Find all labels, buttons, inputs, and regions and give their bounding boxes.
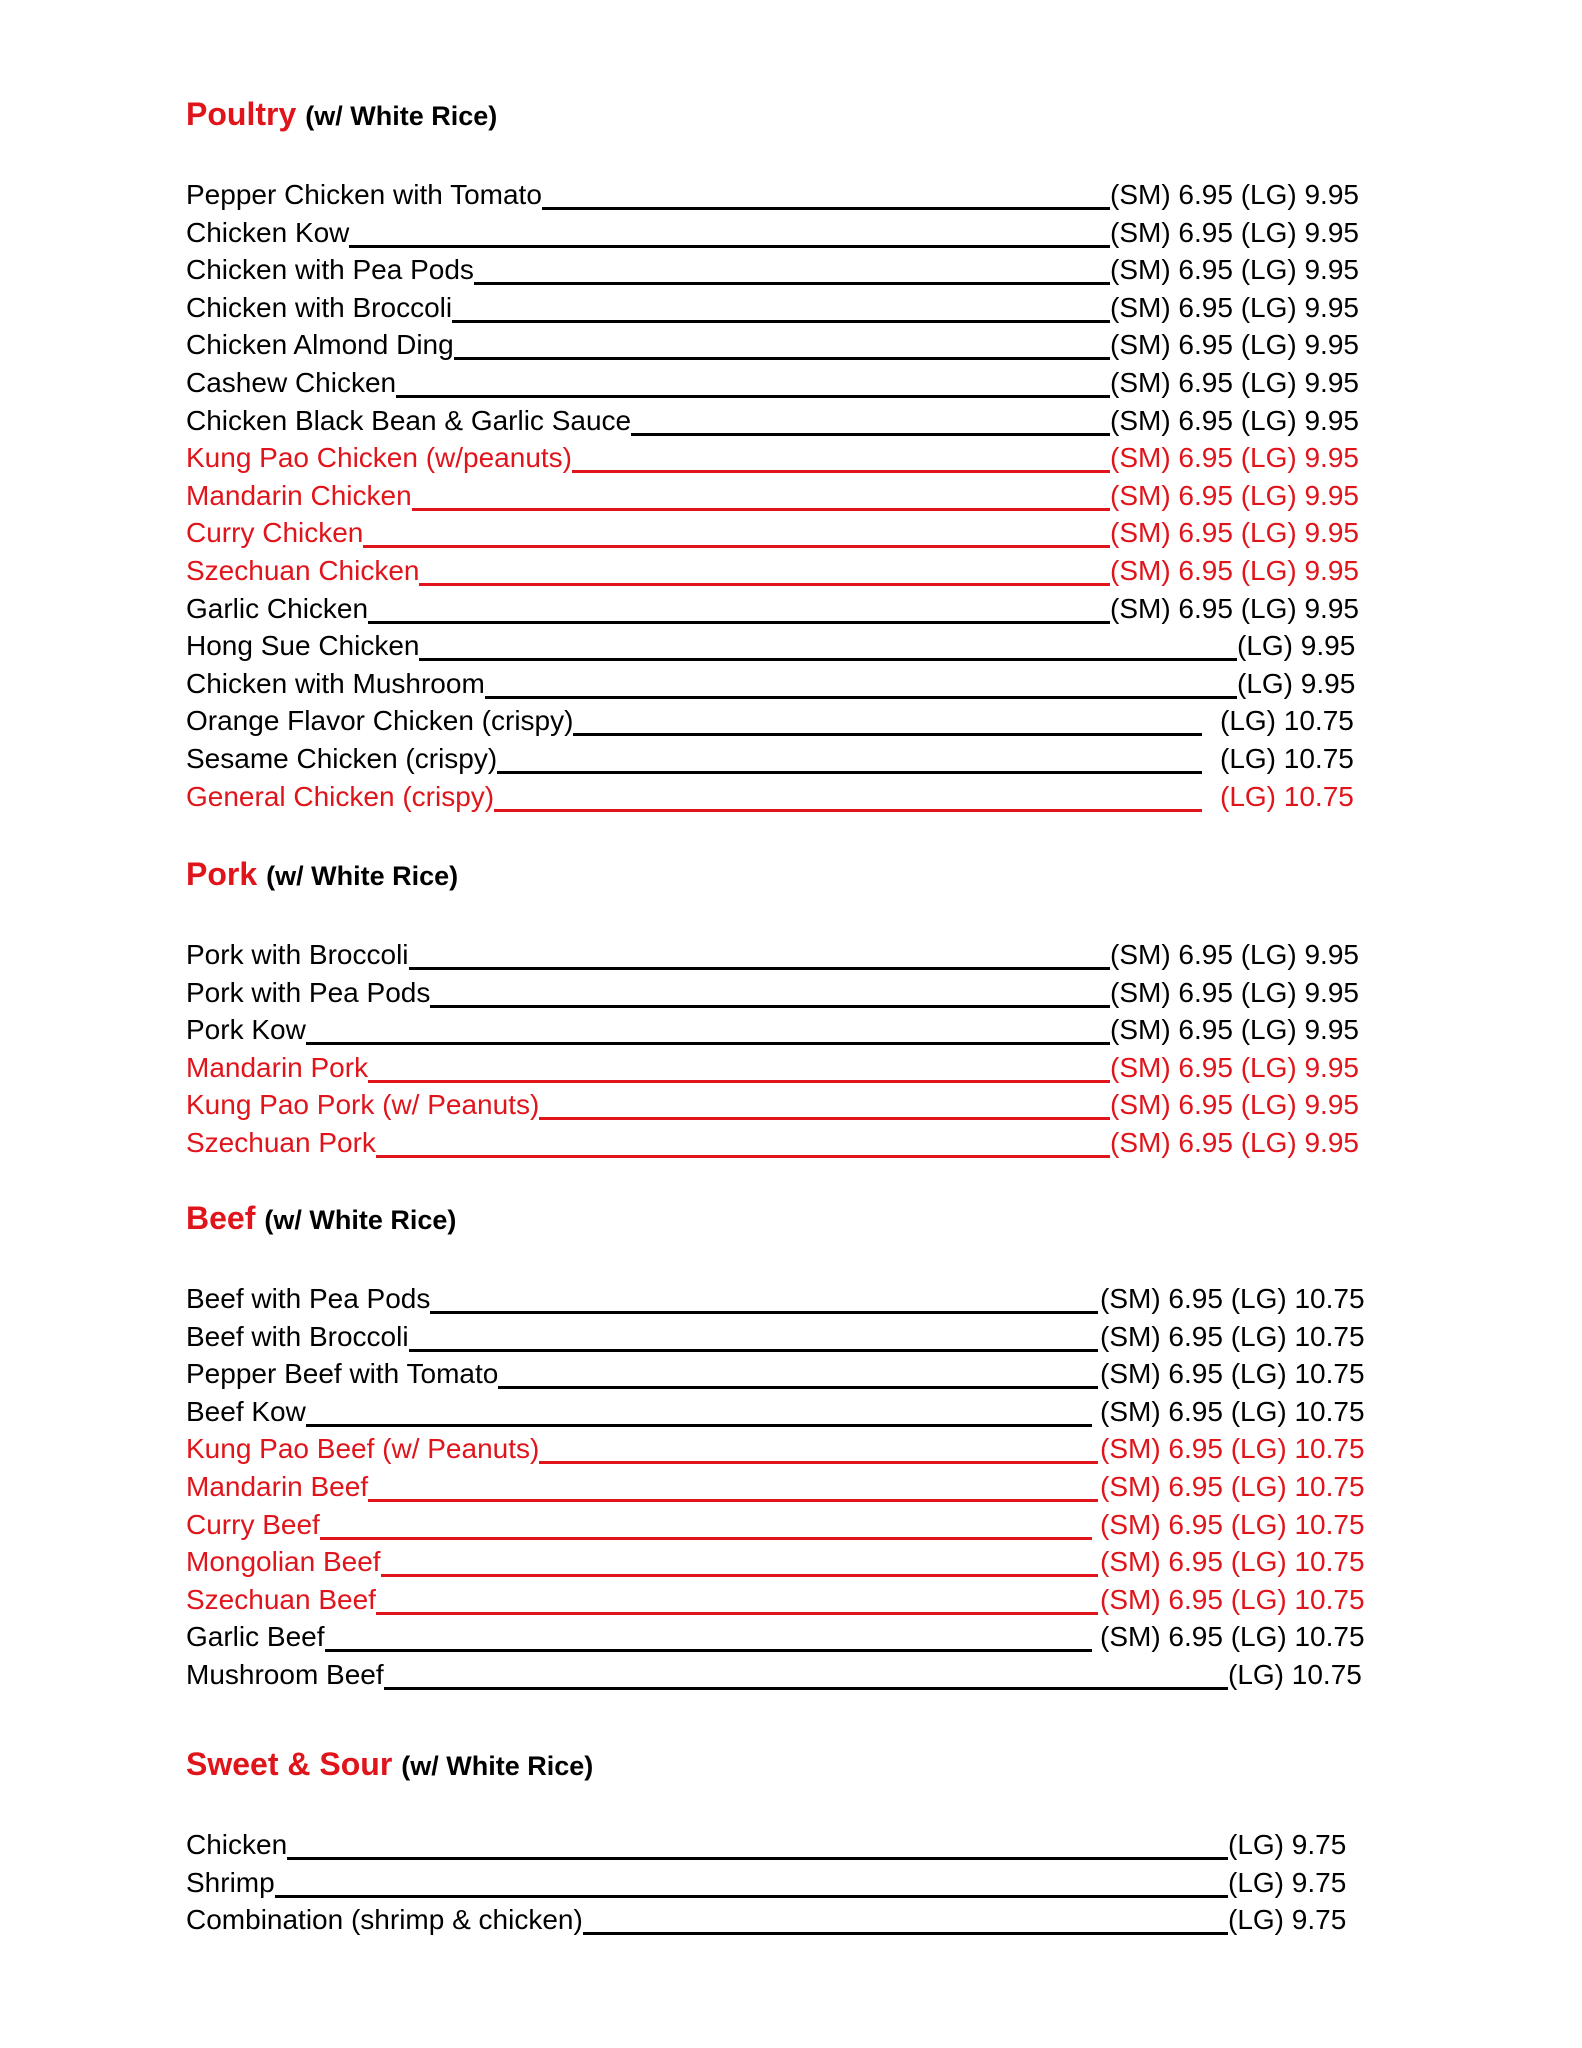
item-name: Garlic Chicken: [186, 590, 368, 628]
item-price: (LG) 9.95: [1237, 627, 1355, 665]
item-name: Beef with Pea Pods: [186, 1280, 430, 1318]
menu-item-poultry-pepper-chicken-with-tomato: [186, 176, 1370, 214]
menu-item-poultry-chicken-with-broccoli: [186, 289, 1370, 327]
item-name: Kung Pao Chicken (w/peanuts): [186, 439, 572, 477]
item-price: (LG) 10.75: [1220, 778, 1354, 816]
item-name: Chicken with Broccoli: [186, 289, 452, 327]
menu-item-pork-pork-kow: [186, 1011, 1370, 1049]
menu-item-sweet-and-sour-chicken: [186, 1826, 1370, 1864]
item-name: Szechuan Pork: [186, 1124, 376, 1162]
item-price: (LG) 9.75: [1228, 1901, 1346, 1939]
item-name: Pork with Broccoli: [186, 936, 409, 974]
menu-item-poultry-cashew-chicken: [186, 364, 1370, 402]
item-name: Chicken with Mushroom: [186, 665, 485, 703]
menu-item-poultry-chicken-kow: [186, 214, 1370, 252]
item-name: Orange Flavor Chicken (crispy): [186, 702, 573, 740]
menu-item-beef-mushroom-beef: [186, 1656, 1370, 1694]
leader-line: [186, 1042, 1110, 1045]
item-price: (SM) 6.95 (LG) 9.95: [1110, 402, 1359, 440]
menu-item-sweet-and-sour-combination-shrimp-and-chicken: [186, 1901, 1370, 1939]
leader-line: [186, 1424, 1092, 1427]
menu-item-pork-pork-with-broccoli: [186, 936, 1370, 974]
item-price: (LG) 10.75: [1220, 702, 1354, 740]
menu-item-beef-curry-beef: [186, 1506, 1370, 1544]
item-name: Pepper Chicken with Tomato: [186, 176, 542, 214]
menu-item-beef-beef-with-pea-pods: [186, 1280, 1370, 1318]
item-name: Mandarin Beef: [186, 1468, 368, 1506]
menu-item-beef-mandarin-beef: [186, 1468, 1370, 1506]
menu-item-poultry-chicken-black-bean-and-garlic-sauce: [186, 402, 1370, 440]
item-price: (LG) 9.75: [1228, 1864, 1346, 1902]
item-price: (SM) 6.95 (LG) 10.75: [1100, 1543, 1365, 1581]
item-name: Mandarin Pork: [186, 1049, 368, 1087]
menu-item-beef-szechuan-beef: [186, 1581, 1370, 1619]
item-name: Sesame Chicken (crispy): [186, 740, 497, 778]
menu-item-beef-pepper-beef-with-tomato: [186, 1355, 1370, 1393]
menu-item-beef-garlic-beef: [186, 1618, 1370, 1656]
item-price: (SM) 6.95 (LG) 9.95: [1110, 477, 1359, 515]
section-subtitle: (w/ White Rice): [264, 1205, 457, 1235]
leader-line: [186, 1857, 1234, 1860]
item-price: (SM) 6.95 (LG) 9.95: [1110, 974, 1359, 1012]
item-name: Pork with Pea Pods: [186, 974, 430, 1012]
menu-item-sweet-and-sour-shrimp: [186, 1864, 1370, 1902]
item-name: Chicken Almond Ding: [186, 326, 454, 364]
item-price: (SM) 6.95 (LG) 10.75: [1100, 1581, 1365, 1619]
item-name: Chicken Black Bean & Garlic Sauce: [186, 402, 631, 440]
item-name: General Chicken (crispy): [186, 778, 494, 816]
item-price: (SM) 6.95 (LG) 9.95: [1110, 1011, 1359, 1049]
item-name: Combination (shrimp & chicken): [186, 1901, 583, 1939]
menu-item-poultry-curry-chicken: [186, 514, 1370, 552]
menu-item-poultry-chicken-with-pea-pods: [186, 251, 1370, 289]
item-name: Mandarin Chicken: [186, 477, 412, 515]
menu-item-poultry-kung-pao-chicken-w-peanuts: [186, 439, 1370, 477]
menu-item-poultry-sesame-chicken-crispy: [186, 740, 1370, 778]
item-price: (SM) 6.95 (LG) 9.95: [1110, 1049, 1359, 1087]
section-heading-pork: [186, 856, 458, 900]
item-price: (SM) 6.95 (LG) 10.75: [1100, 1468, 1365, 1506]
menu-item-beef-kung-pao-beef-w-peanuts: [186, 1430, 1370, 1468]
item-name: Szechuan Chicken: [186, 552, 419, 590]
item-name: Curry Beef: [186, 1506, 320, 1544]
menu-item-beef-beef-with-broccoli: [186, 1318, 1370, 1356]
item-name: Cashew Chicken: [186, 364, 396, 402]
item-name: Garlic Beef: [186, 1618, 325, 1656]
menu-item-poultry-hong-sue-chicken: [186, 627, 1370, 665]
item-name: Chicken Kow: [186, 214, 349, 252]
menu-item-pork-szechuan-pork: [186, 1124, 1370, 1162]
item-price: (LG) 9.95: [1237, 665, 1355, 703]
item-name: Mongolian Beef: [186, 1543, 381, 1581]
item-name: Kung Pao Pork (w/ Peanuts): [186, 1086, 539, 1124]
item-price: (SM) 6.95 (LG) 9.95: [1110, 439, 1359, 477]
item-name: Mushroom Beef: [186, 1656, 384, 1694]
menu-item-pork-mandarin-pork: [186, 1049, 1370, 1087]
section-subtitle: (w/ White Rice): [401, 1751, 594, 1781]
item-price: (SM) 6.95 (LG) 9.95: [1110, 251, 1359, 289]
item-price: (SM) 6.95 (LG) 9.95: [1110, 289, 1359, 327]
item-price: (SM) 6.95 (LG) 9.95: [1110, 364, 1359, 402]
menu-item-pork-kung-pao-pork-w-peanuts: [186, 1086, 1370, 1124]
item-price: (SM) 6.95 (LG) 9.95: [1110, 1086, 1359, 1124]
section-heading-poultry: [186, 96, 497, 140]
item-price: (SM) 6.95 (LG) 10.75: [1100, 1355, 1365, 1393]
item-price: (SM) 6.95 (LG) 9.95: [1110, 326, 1359, 364]
item-price: (SM) 6.95 (LG) 9.95: [1110, 936, 1359, 974]
leader-line: [186, 1895, 1234, 1898]
item-price: (SM) 6.95 (LG) 10.75: [1100, 1318, 1365, 1356]
menu-item-poultry-szechuan-chicken: [186, 552, 1370, 590]
item-price: (SM) 6.95 (LG) 9.95: [1110, 514, 1359, 552]
item-name: Shrimp: [186, 1864, 275, 1902]
item-name: Beef with Broccoli: [186, 1318, 409, 1356]
item-name: Szechuan Beef: [186, 1581, 376, 1619]
menu-item-poultry-general-chicken-crispy: [186, 778, 1370, 816]
item-price: (SM) 6.95 (LG) 9.95: [1110, 552, 1359, 590]
menu-item-poultry-mandarin-chicken: [186, 477, 1370, 515]
item-price: (SM) 6.95 (LG) 9.95: [1110, 214, 1359, 252]
menu-item-poultry-orange-flavor-chicken-crispy: [186, 702, 1370, 740]
section-title: Beef: [186, 1200, 256, 1236]
item-name: Chicken: [186, 1826, 287, 1864]
menu-item-poultry-garlic-chicken: [186, 590, 1370, 628]
item-price: (LG) 9.75: [1228, 1826, 1346, 1864]
section-heading-beef: [186, 1200, 456, 1244]
item-price: (SM) 6.95 (LG) 9.95: [1110, 176, 1359, 214]
section-heading-sweet-and-sour: [186, 1746, 593, 1790]
section-subtitle: (w/ White Rice): [266, 861, 459, 891]
item-price: (LG) 10.75: [1220, 740, 1354, 778]
section-subtitle: (w/ White Rice): [305, 101, 498, 131]
item-price: (SM) 6.95 (LG) 10.75: [1100, 1430, 1365, 1468]
item-price: (SM) 6.95 (LG) 10.75: [1100, 1393, 1365, 1431]
menu-item-beef-beef-kow: [186, 1393, 1370, 1431]
item-name: Beef Kow: [186, 1393, 306, 1431]
item-price: (SM) 6.95 (LG) 10.75: [1100, 1506, 1365, 1544]
menu-item-poultry-chicken-with-mushroom: [186, 665, 1370, 703]
leader-line: [186, 1537, 1092, 1540]
item-price: (SM) 6.95 (LG) 9.95: [1110, 1124, 1359, 1162]
item-name: Chicken with Pea Pods: [186, 251, 474, 289]
item-price: (SM) 6.95 (LG) 9.95: [1110, 590, 1359, 628]
section-title: Poultry: [186, 96, 297, 132]
menu-item-poultry-chicken-almond-ding: [186, 326, 1370, 364]
item-name: Curry Chicken: [186, 514, 363, 552]
section-title: Pork: [186, 856, 258, 892]
item-price: (SM) 6.95 (LG) 10.75: [1100, 1618, 1365, 1656]
section-title: Sweet & Sour: [186, 1746, 393, 1782]
item-price: (LG) 10.75: [1228, 1656, 1362, 1694]
menu-item-beef-mongolian-beef: [186, 1543, 1370, 1581]
item-name: Kung Pao Beef (w/ Peanuts): [186, 1430, 539, 1468]
menu-item-pork-pork-with-pea-pods: [186, 974, 1370, 1012]
item-price: (SM) 6.95 (LG) 10.75: [1100, 1280, 1365, 1318]
item-name: Hong Sue Chicken: [186, 627, 419, 665]
item-name: Pepper Beef with Tomato: [186, 1355, 498, 1393]
item-name: Pork Kow: [186, 1011, 306, 1049]
